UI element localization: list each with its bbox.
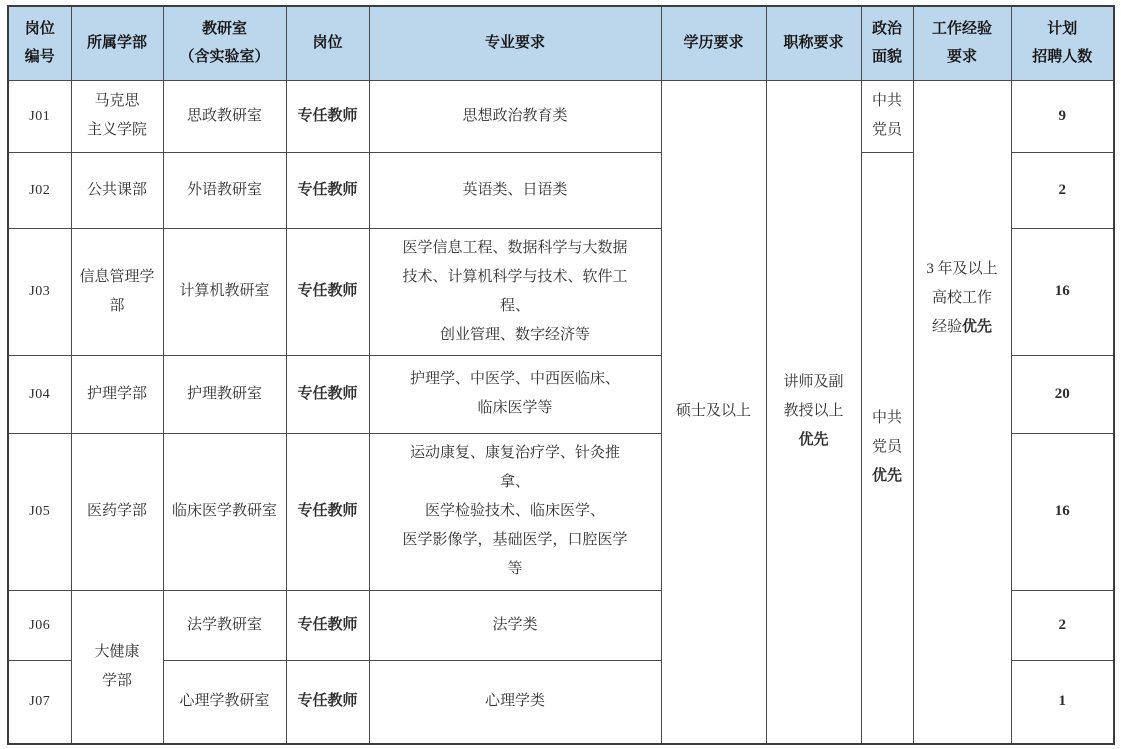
- cell-headcount: 20: [1011, 355, 1114, 433]
- cell-post-id: J01: [8, 80, 71, 152]
- cell-office: 心理学教研室: [163, 660, 286, 744]
- col-header-post-id: 岗位 编号: [8, 6, 71, 80]
- cell-post-type: 专任教师: [286, 433, 369, 590]
- cell-headcount: 16: [1011, 433, 1114, 590]
- recruitment-table-container: [7, 5, 1115, 745]
- col-header-office: 教研室 （含实验室）: [163, 6, 286, 80]
- cell-post-id: J07: [8, 660, 71, 744]
- cell-headcount: 9: [1011, 80, 1114, 152]
- cell-major-requirements: 英语类、日语类: [369, 152, 661, 228]
- cell-post-id: J02: [8, 152, 71, 228]
- col-header-title: 职称要求: [766, 6, 861, 80]
- cell-major-requirements: 护理学、中医学、中西医临床、 临床医学等: [369, 355, 661, 433]
- cell-headcount: 16: [1011, 228, 1114, 355]
- cell-post-id: J04: [8, 355, 71, 433]
- cell-political-status: 中共 党员 优先: [861, 152, 913, 744]
- cell-major-requirements: 心理学类: [369, 660, 661, 744]
- cell-major-requirements: 医学信息工程、数据科学与大数据 技术、计算机科学与技术、软件工 程、 创业管理、数字经济等: [369, 228, 661, 355]
- cell-faculty: 信息管理学 部: [71, 228, 163, 355]
- cell-headcount: 1: [1011, 660, 1114, 744]
- cell-headcount: 2: [1011, 590, 1114, 660]
- cell-major-requirements: 法学类: [369, 590, 661, 660]
- cell-post-type: 专任教师: [286, 80, 369, 152]
- cell-office: 思政教研室: [163, 80, 286, 152]
- cell-office: 法学教研室: [163, 590, 286, 660]
- cell-experience-requirement: 3 年及以上 高校工作 经验优先: [913, 80, 1011, 744]
- cell-post-type: 专任教师: [286, 228, 369, 355]
- col-header-experience: 工作经验 要求: [913, 6, 1011, 80]
- cell-faculty: 护理学部: [71, 355, 163, 433]
- col-header-headcount: 计划 招聘人数: [1011, 6, 1114, 80]
- col-header-major: 专业要求: [369, 6, 661, 80]
- cell-post-type: 专任教师: [286, 590, 369, 660]
- header-row: [8, 6, 1114, 80]
- cell-major-requirements: 思想政治教育类: [369, 80, 661, 152]
- cell-office: 临床医学教研室: [163, 433, 286, 590]
- cell-title-requirement: 讲师及副 教授以上 优先: [766, 80, 861, 744]
- cell-faculty: 医药学部: [71, 433, 163, 590]
- col-header-post: 岗位: [286, 6, 369, 80]
- cell-office: 护理教研室: [163, 355, 286, 433]
- cell-faculty: 马克思 主义学院: [71, 80, 163, 152]
- cell-major-requirements: 运动康复、康复治疗学、针灸推 拿、 医学检验技术、临床医学、 医学影像学，基础医学，口腔医学 等: [369, 433, 661, 590]
- cell-post-type: 专任教师: [286, 355, 369, 433]
- cell-office: 外语教研室: [163, 152, 286, 228]
- cell-headcount: 2: [1011, 152, 1114, 228]
- cell-political-status: 中共 党员: [861, 80, 913, 152]
- cell-post-type: 专任教师: [286, 660, 369, 744]
- table-row-j01: [8, 80, 1114, 152]
- cell-post-id: J05: [8, 433, 71, 590]
- cell-faculty: 公共课部: [71, 152, 163, 228]
- cell-post-id: J06: [8, 590, 71, 660]
- cell-office: 计算机教研室: [163, 228, 286, 355]
- cell-faculty: 大健康 学部: [71, 590, 163, 744]
- cell-education-requirement: 硕士及以上: [661, 80, 766, 744]
- cell-post-type: 专任教师: [286, 152, 369, 228]
- col-header-political: 政治 面貌: [861, 6, 913, 80]
- col-header-faculty: 所属学部: [71, 6, 163, 80]
- col-header-education: 学历要求: [661, 6, 766, 80]
- cell-post-id: J03: [8, 228, 71, 355]
- recruitment-positions-table: [7, 5, 1115, 745]
